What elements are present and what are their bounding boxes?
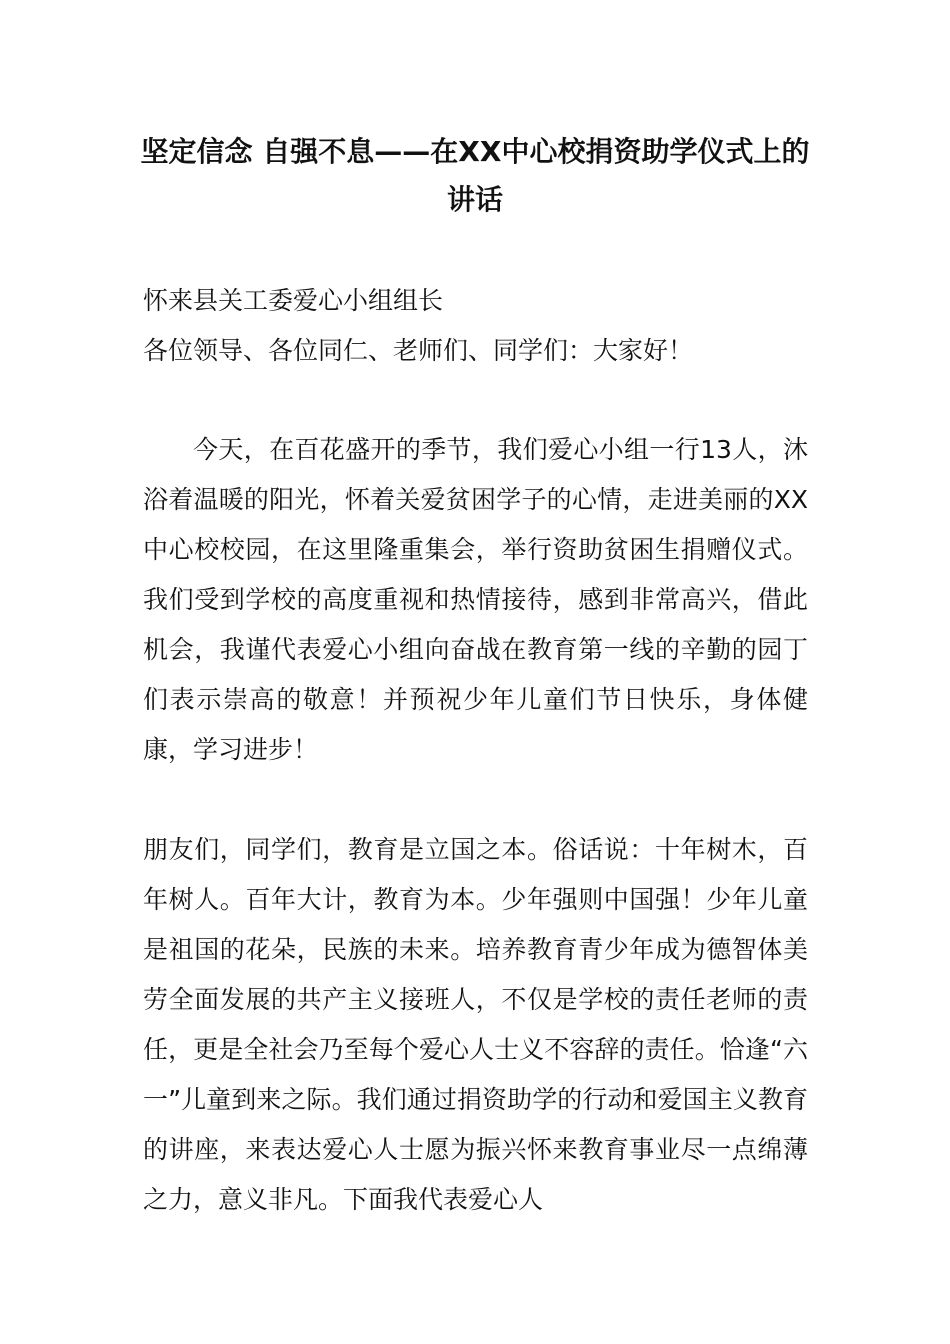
document-title: 坚定信念 自强不息——在XX中心校捐资助学仪式上的讲话 [140,135,810,216]
body-paragraph: 朋友们，同学们，教育是立国之本。俗话说：十年树木，百年树人。百年大计，教育为本。少年强则中国强！少年儿童是祖国的花朵，民族的未来。培养教育青少年成为德智体美劳全面发展的共产主义接班人，不仅是学校的责任老师的责任，更是全社会乃至每个爱心人士义不容辞的责任。恰逢“六一”儿童到来之际。我们通过捐资助学的行动和爱国主义教育的讲座，来表达爱心人士愿为振兴怀来教育事业尽一点绵薄之力，意义非凡。下面我代表爱心人 [143,835,808,1214]
author-line: 怀来县关工委爱心小组组长 [143,286,444,315]
greeting-line: 各位领导、各位同仁、老师们、同学们：大家好！ [143,336,694,365]
body-paragraph: 今天，在百花盛开的季节，我们爱心小组一行13人，沐浴着温暖的阳光，怀着关爱贫困学子的心情，走进美丽的XX中心校校园，在这里隆重集会，举行资助贫困生捐赠仪式。我们受到学校的高度重视和热情接待，感到非常高兴，借此机会，我谨代表爱心小组向奋战在教育第一线的辛勤的园丁们表示崇高的敬意！并预祝少年儿童们节日快乐，身体健康，学习进步！ [143,435,808,764]
